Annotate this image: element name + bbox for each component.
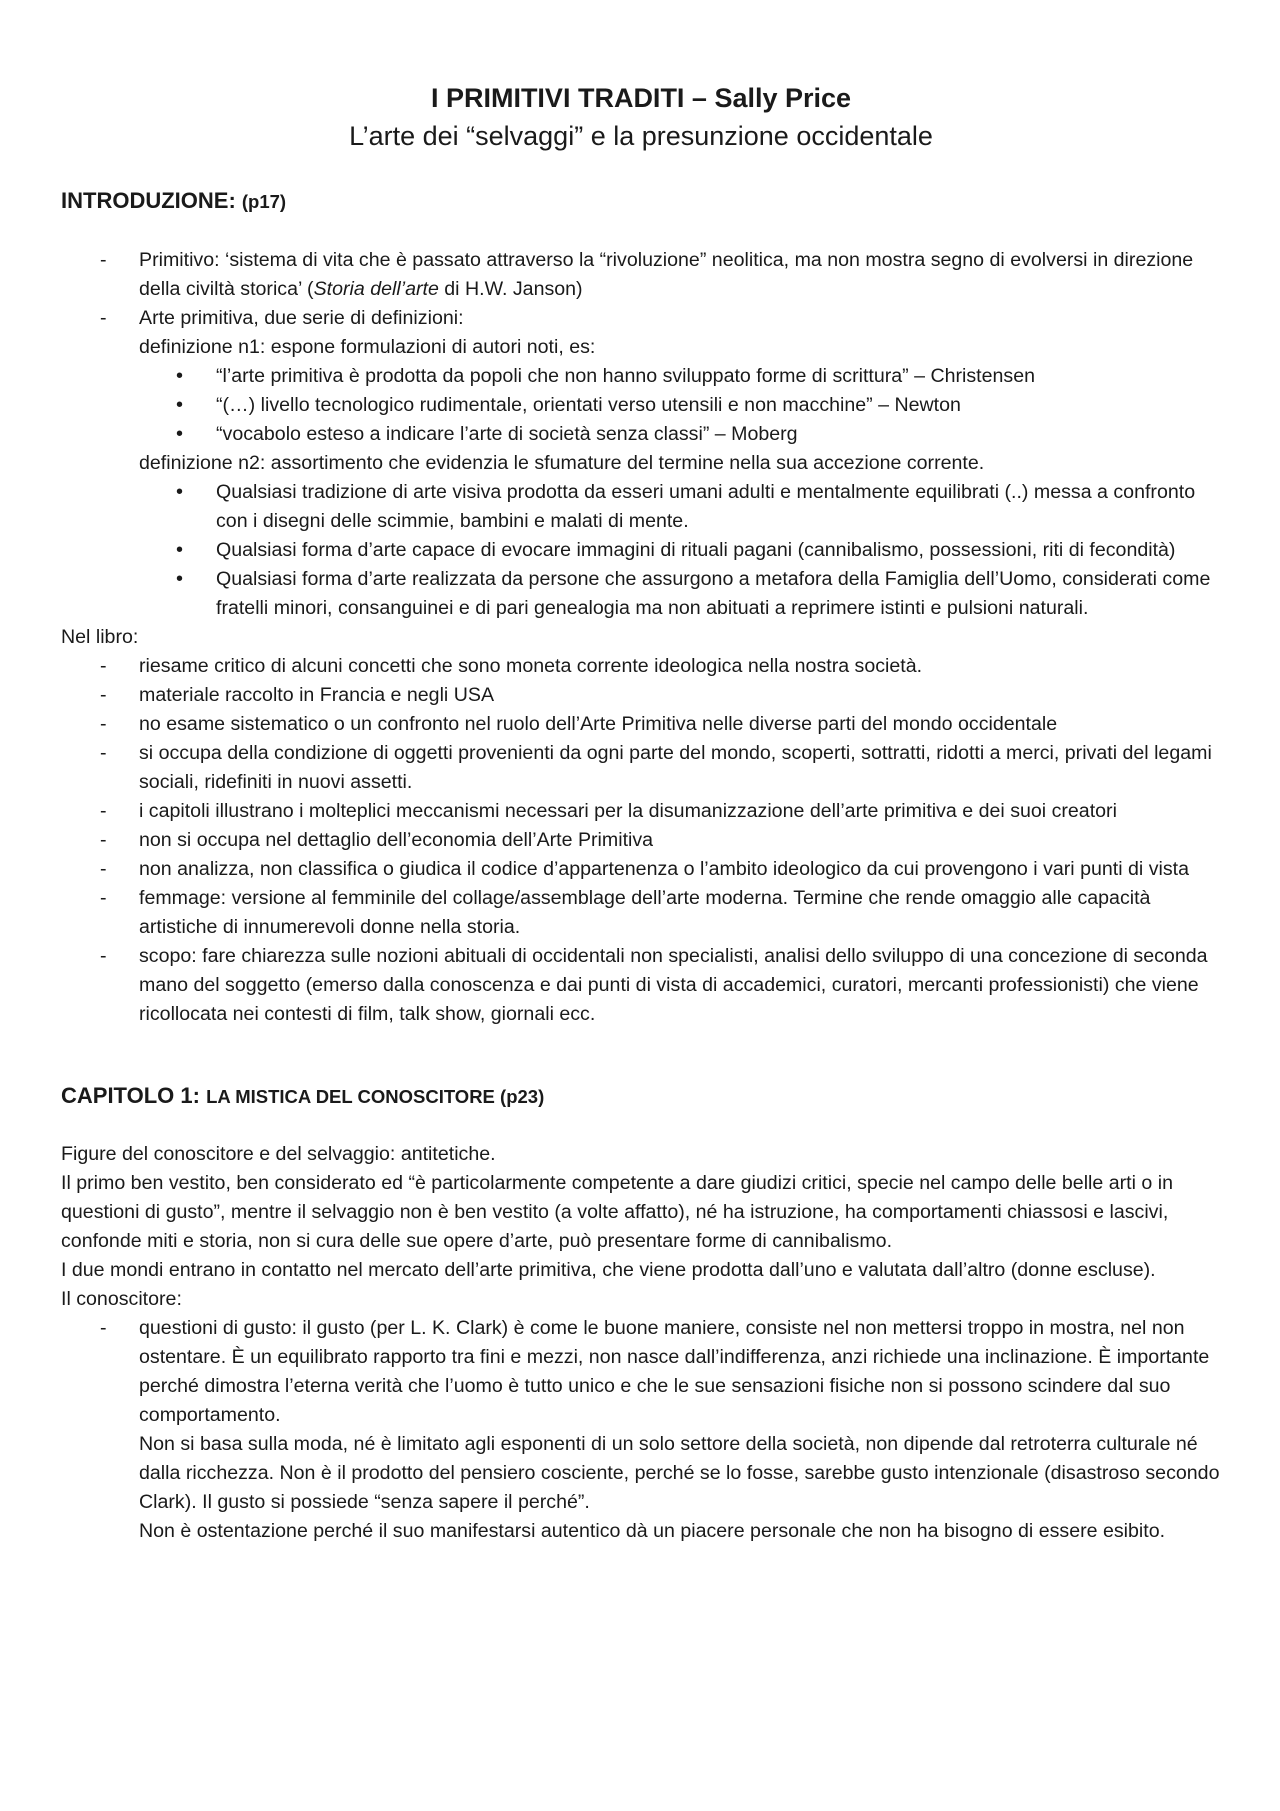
intro-heading-page: (p17)	[241, 191, 287, 212]
list-item	[61, 710, 1221, 739]
def2-label: definizione n2: assortimento che evidenzia le sfumature del termine nella sua accezione corrente.	[139, 452, 985, 474]
intro-heading	[61, 186, 1221, 217]
cap1-list	[61, 1314, 1221, 1546]
book-item-text: materiale raccolto in Francia e negli USA	[139, 684, 495, 706]
primitivo-text-b: di H.W. Janson)	[438, 278, 583, 300]
list-item	[61, 681, 1221, 710]
dash-marker: -	[100, 249, 107, 271]
list-item-arte	[61, 304, 1221, 333]
list-item-primitivo	[61, 246, 1221, 304]
bullet-marker: •	[176, 423, 184, 445]
book-list	[61, 652, 1221, 1029]
cap1-para-1: Figure del conoscitore e del selvaggio: antitetiche.	[61, 1143, 496, 1165]
def1-label: definizione n1: espone formulazioni di autori noti, es:	[139, 336, 596, 358]
dash-marker: -	[100, 307, 107, 329]
dash-marker: -	[100, 655, 107, 677]
dash-marker: -	[100, 829, 107, 851]
def2-item-text: Qualsiasi forma d’arte capace di evocare immagini di rituali pagani (cannibalismo, possessioni, riti di fecondità)	[216, 539, 1176, 561]
primitivo-italic: Storia dell’arte	[313, 278, 439, 300]
def1-item-text: “l’arte primitiva è prodotta da popoli che non hanno sviluppato forme di scrittura” – Christensen	[216, 365, 1036, 387]
book-item-text: non si occupa nel dettaglio dell’economia dell’Arte Primitiva	[139, 829, 654, 851]
document-title: I PRIMITIVI TRADITI – Sally Price	[430, 83, 852, 113]
book-item-text: si occupa della condizione di oggetti provenienti da ogni parte del mondo, scoperti, sottratti, ridotti a merci, privati del legami sociali, ridefiniti in nuovi assetti.	[139, 742, 1212, 793]
def1-item-text: “(…) livello tecnologico rudimentale, orientati verso utensili e non macchine” – Newton	[216, 394, 961, 416]
cap1-para-4: Il conoscitore:	[61, 1288, 182, 1310]
primitivo-text-a: Primitivo: ‘sistema di vita che è passato attraverso la “rivoluzione” neolitica, ma non mostra segno di evolversi in direzione della civiltà storica’ (	[139, 249, 1194, 300]
dash-marker: -	[100, 713, 107, 735]
book-item-text: riesame critico di alcuni concetti che sono moneta corrente ideologica nella nostra società.	[139, 655, 923, 677]
cap1-para-2: Il primo ben vestito, ben considerato ed “è particolarmente competente a dare giudizi critici, specie nel campo delle belle arti o in questioni di gusto”, mentre il selvaggio non è ben vestito (a volte affatto), né ha istruzione, ha comportamenti chiassosi e lascivi, confonde miti e storia, non si cura delle sue opere d’arte, può presentare forme di cannibalismo.	[61, 1172, 1173, 1252]
list-item	[61, 565, 1221, 623]
dash-marker: -	[100, 684, 107, 706]
bullet-marker: •	[176, 365, 184, 387]
document-page	[61, 80, 1221, 1546]
list-item	[61, 652, 1221, 681]
bullet-marker: •	[176, 539, 184, 561]
bullet-marker: •	[176, 568, 184, 590]
dash-marker: -	[100, 945, 107, 967]
book-item-text: scopo: fare chiarezza sulle nozioni abituali di occidentali non specialisti, analisi dello sviluppo di una concezione di seconda mano del soggetto (emerso dalla conoscenza e dai punti di vista di accademici, curatori, mercanti professionisti) che viene ricollocata nei contesti di film, talk show, giornali ecc.	[139, 945, 1208, 1025]
book-item-text: no esame sistematico o un confronto nel ruolo dell’Arte Primitiva nelle diverse parti del mondo occidentale	[139, 713, 1058, 735]
list-item	[61, 739, 1221, 797]
list-item	[61, 855, 1221, 884]
list-item	[61, 942, 1221, 1029]
list-item	[61, 478, 1221, 536]
cap1-heading	[61, 1081, 1221, 1112]
list-item	[61, 420, 1221, 449]
list-item	[61, 362, 1221, 391]
list-item	[61, 536, 1221, 565]
book-item-text: i capitoli illustrano i molteplici meccanismi necessari per la disumanizzazione dell’arte primitiva e dei suoi creatori	[139, 800, 1117, 822]
dash-marker: -	[100, 742, 107, 764]
dash-marker: -	[100, 858, 107, 880]
def1-list	[61, 362, 1221, 449]
list-item	[61, 797, 1221, 826]
intro-heading-text: INTRODUZIONE:	[61, 188, 236, 213]
bullet-marker: •	[176, 481, 184, 503]
def2-list	[61, 478, 1221, 623]
cap1-para-3: I due mondi entrano in contatto nel mercato dell’arte primitiva, che viene prodotta dall’uno e valutata dall’altro (donne escluse).	[61, 1259, 1156, 1281]
list-item	[61, 826, 1221, 855]
def2-item-text: Qualsiasi tradizione di arte visiva prodotta da esseri umani adulti e mentalmente equilibrati (..) messa a confronto con i disegni delle scimmie, bambini e malati di mente.	[216, 481, 1196, 532]
nel-libro-label: Nel libro:	[61, 626, 139, 648]
dash-marker: -	[100, 1317, 107, 1339]
intro-list	[61, 246, 1221, 333]
book-item-text: non analizza, non classifica o giudica il codice d’appartenenza o l’ambito ideologico da cui provengono i vari punti di vista	[139, 858, 1189, 880]
dash-marker: -	[100, 887, 107, 909]
gusto-para-1: questioni di gusto: il gusto (per L. K. Clark) è come le buone maniere, consiste nel non mettersi troppo in mostra, nel non ostentare. È un equilibrato rapporto tra fini e mezzi, non nasce dall’indifferenza, anzi richiede una inclinazione. È importante perché dimostra l’eterna verità che l’uomo è tutto unico e che le sue sensazioni fisiche non si possono scindere dal suo comportamento.	[139, 1317, 1210, 1426]
bullet-marker: •	[176, 394, 184, 416]
document-subtitle: L’arte dei “selvaggi” e la presunzione occidentale	[349, 121, 933, 151]
cap1-heading-text: CAPITOLO 1:	[61, 1083, 200, 1108]
cap1-heading-sub: LA MISTICA DEL CONOSCITORE (p23)	[206, 1086, 545, 1107]
arte-text: Arte primitiva, due serie di definizioni:	[139, 307, 464, 329]
list-item	[61, 884, 1221, 942]
list-item-gusto	[61, 1314, 1221, 1546]
gusto-para-3: Non è ostentazione perché il suo manifestarsi autentico dà un piacere personale che non ha bisogno di essere esibito.	[139, 1520, 1166, 1542]
list-item	[61, 391, 1221, 420]
def2-item-text: Qualsiasi forma d’arte realizzata da persone che assurgono a metafora della Famiglia dell’Uomo, considerati come fratelli minori, consanguinei e di pari genealogia ma non abituati a reprimere istinti e pulsioni naturali.	[216, 568, 1211, 619]
dash-marker: -	[100, 800, 107, 822]
book-item-text: femmage: versione al femminile del collage/assemblage dell’arte moderna. Termine che rende omaggio alle capacità artistiche di innumerevoli donne nella storia.	[139, 887, 1151, 938]
gusto-para-2: Non si basa sulla moda, né è limitato agli esponenti di un solo settore della società, non dipende dal retroterra culturale né dalla ricchezza. Non è il prodotto del pensiero cosciente, perché se lo fosse, sarebbe gusto intenzionale (disastroso secondo Clark). Il gusto si possiede “senza sapere il perché”.	[139, 1433, 1220, 1513]
def1-item-text: “vocabolo esteso a indicare l’arte di società senza classi” – Moberg	[216, 423, 798, 445]
